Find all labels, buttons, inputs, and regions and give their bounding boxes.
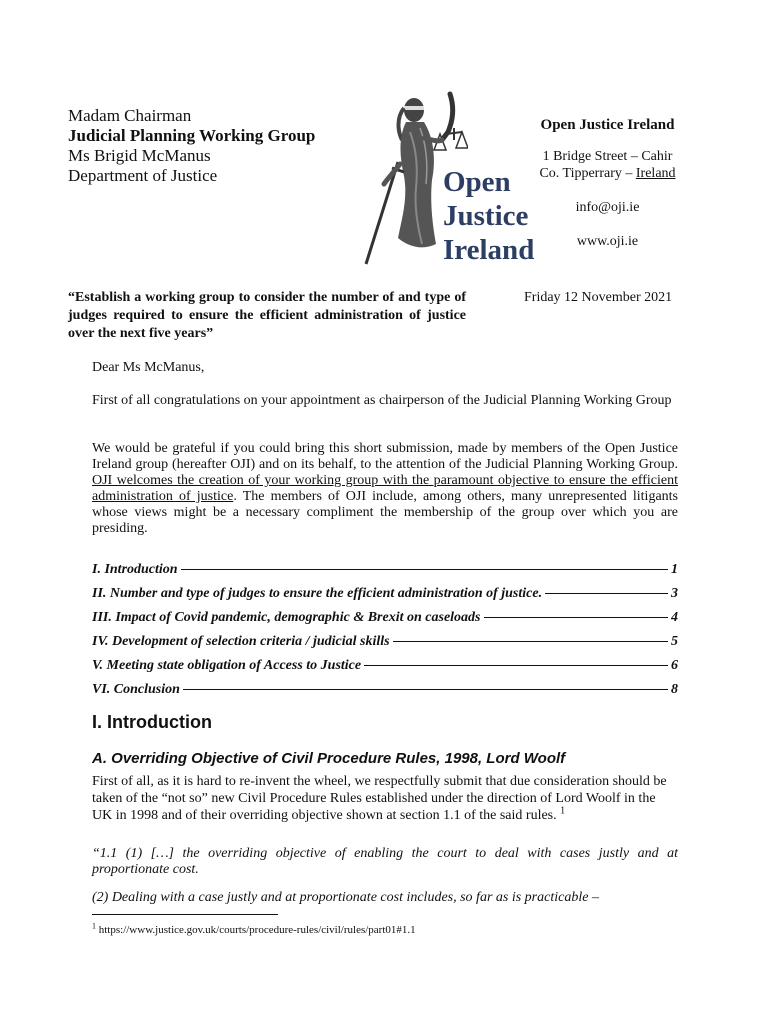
paragraph-submission bbox=[92, 441, 678, 537]
addressee-department: Department of Justice bbox=[68, 166, 218, 185]
logo-word-ireland: Ireland bbox=[443, 234, 535, 266]
subject-quote: “Establish a working group to consider the number of and type of judges required to ensure the efficient administration of justice over the next five years” bbox=[68, 290, 466, 341]
subsection-heading: A. Overriding Objective of Civil Procedure Rules, 1998, Lord Woolf bbox=[92, 750, 566, 767]
toc-page: 1 bbox=[671, 562, 678, 577]
org-name: Open Justice Ireland bbox=[540, 117, 675, 133]
rule-quote-2: (2) Dealing with a case justly and at proportionate cost includes, so far as is practicable – bbox=[92, 890, 599, 905]
footnote-link[interactable]: https://www.justice.gov.uk/courts/procedure-rules/civil/rules/part01#1.1 bbox=[98, 924, 416, 936]
toc-title: IV. Development of selection criteria / judicial skills bbox=[92, 634, 390, 649]
toc-entry[interactable] bbox=[92, 682, 678, 706]
toc-page: 3 bbox=[671, 586, 678, 601]
toc-entry[interactable] bbox=[92, 586, 678, 610]
addressee-group: Judicial Planning Working Group bbox=[68, 126, 316, 145]
toc-title: II. Number and type of judges to ensure the efficient administration of justice. bbox=[92, 586, 543, 601]
letter-date: Friday 12 November 2021 bbox=[524, 290, 673, 305]
salutation: Dear Ms McManus, bbox=[92, 360, 205, 375]
toc-entry[interactable] bbox=[92, 658, 678, 682]
footnote bbox=[92, 921, 416, 936]
toc-leader bbox=[364, 665, 668, 666]
toc-entry[interactable] bbox=[92, 610, 678, 634]
footnote-divider bbox=[92, 914, 278, 915]
org-email[interactable]: info@oji.ie bbox=[575, 200, 640, 215]
org-county-prefix: Co. Tipperrary – bbox=[539, 166, 636, 181]
paragraph-congratulations: First of all congratulations on your appointment as chairperson of the Judicial Planning Working Group bbox=[92, 393, 672, 408]
para2-underlined: OJI welcomes the creation of your working group with the paramount objective to ensure the efficient administration of justice bbox=[92, 473, 678, 504]
toc-title: V. Meeting state obligation of Access to Justice bbox=[92, 658, 362, 673]
toc-entry[interactable] bbox=[92, 634, 678, 658]
toc-title: I. Introduction bbox=[92, 562, 178, 577]
para2-part2: . The members of OJI include, among others, many unrepresented litigants whose views might be a necessary compliment the membership of the group over which you are presiding. bbox=[92, 489, 678, 536]
footnote-number: 1 bbox=[92, 921, 96, 931]
toc-leader bbox=[484, 617, 669, 618]
para3-text: First of all, as it is hard to re-invent the wheel, we respectfully submit that due consideration should be taken of the “not so” new Civil Procedure Rules established under the direction of Lord Woolf in the UK in 1998 and of their overriding objective shown at section 1.1 of the said rules. bbox=[92, 774, 667, 823]
org-county bbox=[520, 165, 695, 182]
addressee-name: Ms Brigid McManus bbox=[68, 146, 211, 165]
toc-title: III. Impact of Covid pandemic, demographic & Brexit on caseloads bbox=[92, 610, 481, 625]
toc-leader bbox=[183, 689, 668, 690]
logo-word-open: Open bbox=[443, 166, 511, 198]
toc-page: 5 bbox=[671, 634, 678, 649]
toc-title: VI. Conclusion bbox=[92, 682, 180, 697]
toc-page: 8 bbox=[671, 682, 678, 697]
toc-leader bbox=[545, 593, 668, 594]
section-heading: I. Introduction bbox=[92, 712, 212, 732]
toc-leader bbox=[181, 569, 668, 570]
addressee-title: Madam Chairman bbox=[68, 106, 192, 125]
table-of-contents bbox=[92, 562, 678, 706]
org-country: Ireland bbox=[635, 166, 676, 181]
toc-leader bbox=[393, 641, 668, 642]
logo-word-justice: Justice bbox=[443, 200, 529, 232]
toc-entry[interactable] bbox=[92, 562, 678, 586]
toc-page: 6 bbox=[671, 658, 678, 673]
org-street: 1 Bridge Street – Cahir bbox=[542, 149, 673, 164]
organisation-contact bbox=[520, 117, 695, 250]
addressee-block bbox=[68, 106, 368, 186]
paragraph-civil-procedure bbox=[92, 773, 678, 824]
footnote-reference[interactable]: 1 bbox=[560, 805, 566, 817]
toc-page: 4 bbox=[671, 610, 678, 625]
org-website[interactable]: www.oji.ie bbox=[576, 234, 639, 249]
para2-part1: We would be grateful if you could bring this short submission, made by members of the Open Justice Ireland group (hereafter OJI) and on its behalf, to the attention of the Judicial Planning Working Group. bbox=[92, 441, 678, 472]
rule-quote-1: “1.1 (1) […] the overriding objective of enabling the court to deal with cases justly and at proportionate cost. bbox=[92, 846, 678, 877]
